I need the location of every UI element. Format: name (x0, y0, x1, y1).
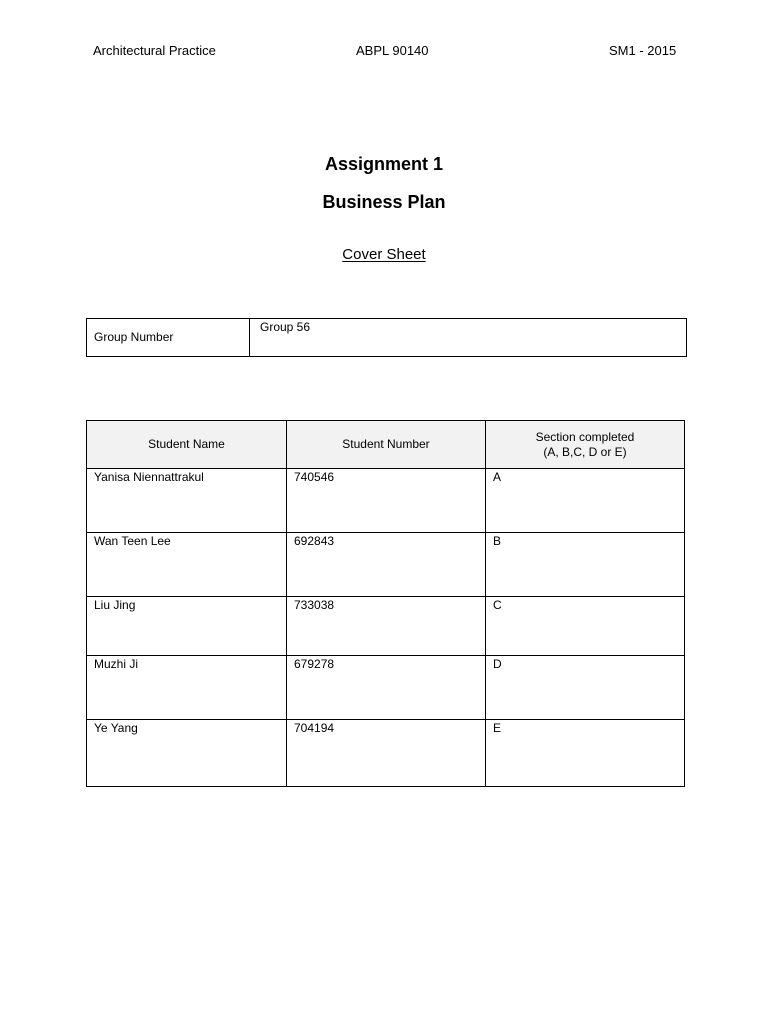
student-name-cell (87, 533, 287, 597)
student-number-cell (287, 469, 486, 533)
student-name-cell (87, 720, 287, 787)
section-header-line2: (A, B,C, D or E) (543, 444, 627, 459)
business-plan-title: Business Plan (322, 192, 446, 212)
assignment-title: Assignment 1 (324, 154, 444, 174)
group-label: Group Number (94, 330, 174, 344)
student-name-cell (87, 469, 287, 533)
header-semester: SM1 - 2015 (609, 43, 677, 58)
table-row (87, 656, 685, 720)
student-number-cell (287, 533, 486, 597)
group-row (87, 319, 687, 357)
section-header-line1: Section completed (535, 429, 635, 444)
student-number-cell (287, 720, 486, 787)
group-value-cell (250, 319, 687, 357)
student-name: Wan Teen Lee (94, 534, 171, 548)
group-label-cell (87, 319, 250, 357)
student-number: 704194 (294, 721, 335, 735)
table-row (87, 533, 685, 597)
student-number: 733038 (294, 598, 335, 612)
column-header-student-name: Student Name (87, 421, 287, 469)
section-letter: A (493, 470, 502, 484)
students-table (86, 420, 685, 787)
header-course-name: Architectural Practice (93, 43, 216, 58)
student-number: 692843 (294, 534, 335, 548)
student-number: 679278 (294, 657, 335, 671)
section-cell (486, 656, 685, 720)
student-name: Liu Jing (94, 598, 136, 612)
group-number-table (86, 318, 687, 357)
section-letter: D (493, 657, 502, 671)
table-row (87, 469, 685, 533)
section-cell (486, 597, 685, 656)
cover-sheet-heading (0, 245, 768, 265)
student-number: 740546 (294, 470, 335, 484)
section-letter: E (493, 721, 502, 735)
column-header-section (486, 421, 685, 469)
section-letter: C (493, 598, 502, 612)
table-row (87, 597, 685, 656)
student-number-cell (287, 656, 486, 720)
student-name-cell (87, 597, 287, 656)
table-header-row (87, 421, 685, 469)
student-name: Ye Yang (94, 721, 138, 735)
student-name-cell (87, 656, 287, 720)
table-row (87, 720, 685, 787)
student-name: Muzhi Ji (94, 657, 139, 671)
section-letter: B (493, 534, 502, 548)
group-value: Group 56 (260, 320, 311, 334)
cover-sheet-text: Cover Sheet (342, 246, 426, 263)
header-course-code: ABPL 90140 (356, 43, 429, 58)
section-cell (486, 533, 685, 597)
column-header-student-number: Student Number (287, 421, 486, 469)
student-number-cell (287, 597, 486, 656)
section-cell (486, 469, 685, 533)
student-name: Yanisa Niennattrakul (94, 470, 204, 484)
section-cell (486, 720, 685, 787)
